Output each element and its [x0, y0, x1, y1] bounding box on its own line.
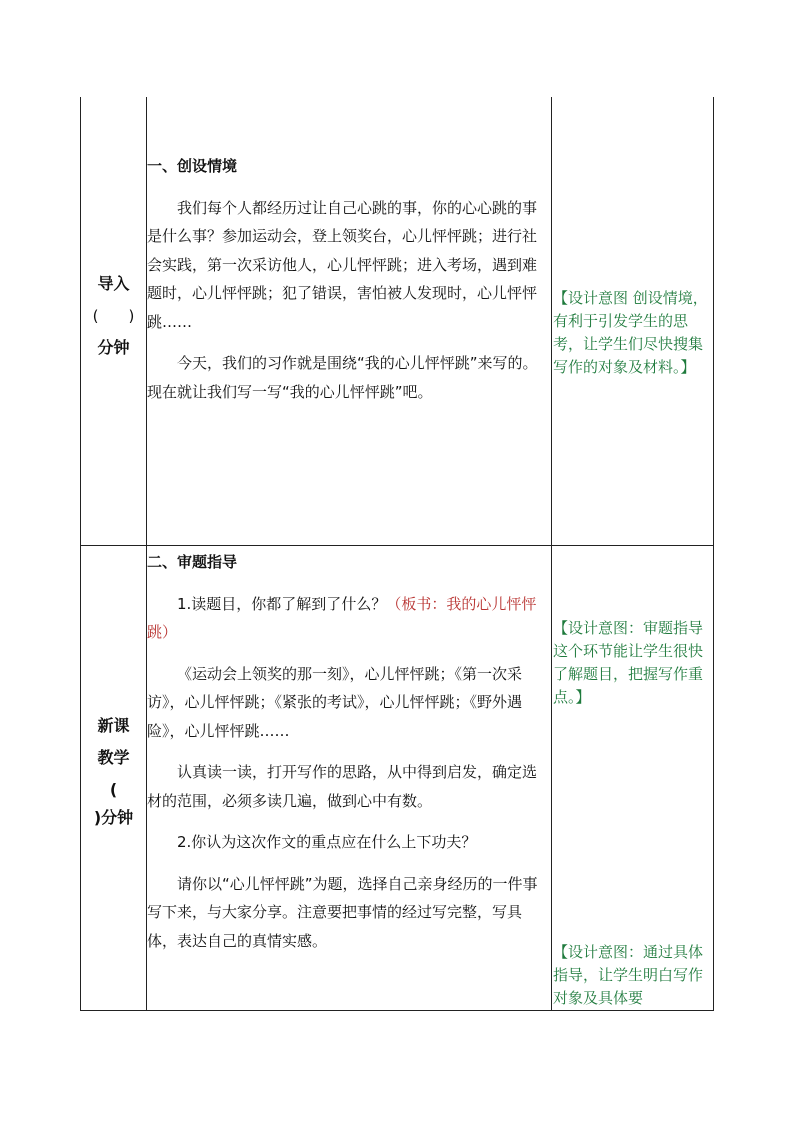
content-cell-teaching	[147, 548, 549, 955]
blackboard-note: （板书：我的心儿怦怦跳）	[147, 594, 537, 641]
design-intent-note-3: 【设计意图：通过具体指导，让学生明白写作对象及具体要	[553, 943, 704, 1007]
stage-minutes-label: )分钟	[93, 808, 134, 827]
question-2: 2.你认为这次作文的重点应在什么上下功夫？	[177, 833, 477, 851]
table-col-divider-2	[551, 97, 552, 1010]
stage-label-intro: 导入	[97, 274, 130, 293]
paragraph: 我们每个人都经历过让自己心跳的事，你的心心跳的事是什么事？参加运动会，登上领奖台，心儿怦怦跳；进行社会实践，第一次采访他人，心儿怦怦跳；进入考场，遇到难题时，心儿怦怦跳；犯了错误，害怕被人发现时，心儿怦怦跳……	[147, 198, 538, 331]
table-row-divider	[80, 545, 714, 546]
section-heading-1: 一、创设情境	[147, 157, 238, 175]
paragraph: 《运动会上领奖的那一刻》，心儿怦怦跳；《第一次采访》，心儿怦怦跳；《紧张的考试》，心儿怦怦跳；《野外遇险》，心儿怦怦跳……	[147, 664, 523, 740]
section-heading-2: 二、审题指导	[147, 553, 238, 571]
paragraph: 请你以“心儿怦怦跳”为题，选择自己亲身经历的一件事写下来，与大家分享。注意要把事情的经过写完整，写具体，表达自己的真情实感。	[147, 874, 538, 950]
content-cell-intro	[147, 152, 549, 406]
paragraph: 今天，我们的习作就是围绕“我的心儿怦怦跳”来写的。现在就让我们写一写“我的心儿怦怦跳”吧。	[147, 354, 538, 401]
design-intent-note-2: 【设计意图：审题指导这个环节能让学生很快了解题目，把握写作重点。】	[553, 619, 704, 706]
stage-minutes-blank: ( )	[92, 307, 135, 325]
stage-minutes-open: (	[109, 780, 118, 799]
paragraph: 认真读一读，打开写作的思路，从中得到启发，确定选材的范围，必须多读几遍，做到心中有数。	[147, 763, 538, 810]
question-1	[147, 590, 549, 647]
stage-label-new: 新课	[97, 716, 130, 735]
design-intent-note-1: 【设计意图 创设情境，有利于引发学生的思考，让学生们尽快搜集写作的对象及材料。】	[553, 289, 708, 376]
table-bottom-border	[80, 1010, 714, 1011]
stage-cell-intro	[81, 270, 146, 362]
stage-minutes-label: 分钟	[97, 338, 130, 357]
table-left-border	[80, 97, 81, 1010]
question-1-text: 1.读题目，你都了解到了什么？	[177, 594, 387, 613]
stage-cell-teaching	[81, 712, 146, 832]
stage-label-teaching: 教学	[97, 748, 130, 767]
table-right-border	[713, 97, 714, 1010]
